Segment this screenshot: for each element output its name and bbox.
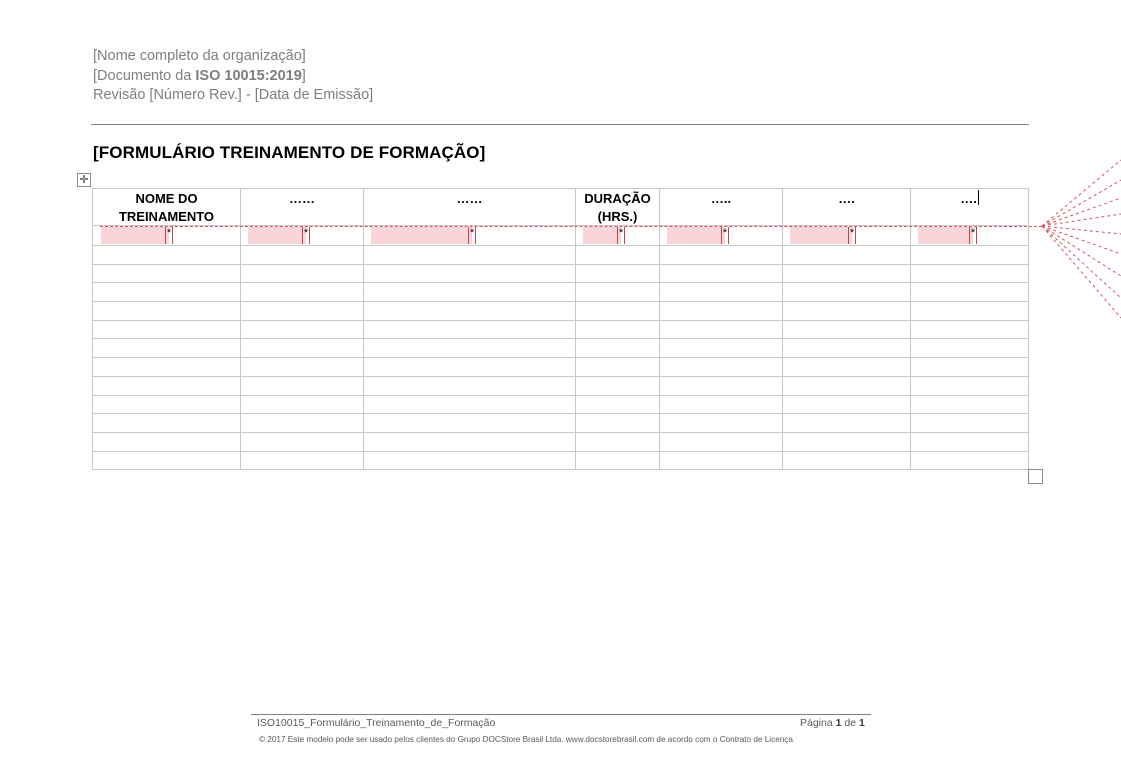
doc-prefix: [Documento da (93, 67, 196, 84)
table-cell[interactable] (93, 226, 241, 246)
table-cell[interactable] (911, 283, 1029, 302)
table-cell[interactable] (364, 320, 576, 339)
table-cell[interactable] (911, 414, 1029, 433)
table-cell[interactable] (241, 283, 364, 302)
table-cell[interactable] (364, 264, 576, 283)
table-cell[interactable] (783, 395, 911, 414)
column-header-7[interactable]: …. (911, 189, 1029, 226)
header-divider (91, 124, 1029, 125)
table-cell[interactable] (576, 339, 660, 358)
table-cell[interactable] (576, 320, 660, 339)
table-cell[interactable] (93, 451, 241, 470)
footer-divider (251, 714, 871, 715)
table-cell[interactable] (576, 246, 660, 265)
form-field-marker[interactable]: * (918, 227, 973, 244)
form-field-marker[interactable]: * (583, 227, 621, 244)
table-row (93, 432, 1029, 451)
table-row (93, 358, 1029, 377)
table-row (93, 264, 1029, 283)
footer-page-number: Página 1 de 1 (800, 717, 865, 729)
form-field-marker[interactable]: * (790, 227, 852, 244)
footer-filename: ISO10015_Formulário_Treinamento_de_Formação (257, 717, 496, 729)
table-body (93, 246, 1029, 470)
organization-name[interactable]: [Nome completo da organização] (93, 48, 306, 64)
table-cell[interactable] (241, 302, 364, 321)
table-cell[interactable] (364, 226, 576, 246)
doc-suffix: ] (301, 67, 306, 84)
table-cell[interactable] (241, 320, 364, 339)
table-cell[interactable] (241, 246, 364, 265)
table-cell[interactable] (364, 302, 576, 321)
table-row (93, 246, 1029, 265)
table-cell[interactable] (364, 358, 576, 377)
column-header-3[interactable]: …… (364, 189, 576, 226)
table-cell[interactable] (241, 264, 364, 283)
table-row (93, 339, 1029, 358)
table-cell[interactable] (241, 432, 364, 451)
table-cell[interactable] (576, 302, 660, 321)
table-cell[interactable] (576, 376, 660, 395)
column-header-6[interactable]: …. (783, 189, 911, 226)
table-cell[interactable] (576, 451, 660, 470)
column-header-5[interactable]: ….. (660, 189, 783, 226)
table-cell[interactable] (783, 320, 911, 339)
table-cell[interactable] (660, 283, 783, 302)
table-cell[interactable] (783, 358, 911, 377)
table-row (93, 283, 1029, 302)
table-cell[interactable] (660, 264, 783, 283)
table-cell[interactable] (241, 339, 364, 358)
table-row (93, 376, 1029, 395)
table-cell[interactable] (783, 302, 911, 321)
table-cell[interactable] (576, 432, 660, 451)
revision-mark-line (100, 226, 1042, 227)
table-cell[interactable] (911, 376, 1029, 395)
table-cell[interactable] (783, 414, 911, 433)
table-cell[interactable] (576, 358, 660, 377)
table-cell[interactable] (364, 395, 576, 414)
comment-connector-lines (1036, 150, 1121, 325)
table-cell[interactable] (93, 395, 241, 414)
table-cell[interactable] (783, 226, 911, 246)
table-cell[interactable] (241, 376, 364, 395)
form-field-marker[interactable]: * (101, 227, 169, 244)
table-cell[interactable] (660, 339, 783, 358)
table-cell[interactable] (364, 376, 576, 395)
table-cell[interactable] (911, 264, 1029, 283)
table-cell[interactable] (576, 283, 660, 302)
table-cell[interactable] (660, 414, 783, 433)
move-arrows-icon[interactable]: ✛ (77, 173, 91, 187)
table-cell[interactable] (660, 320, 783, 339)
table-cell[interactable] (93, 264, 241, 283)
marker-row (93, 226, 1029, 246)
resize-corner-icon[interactable] (1028, 469, 1043, 484)
table-cell[interactable] (241, 395, 364, 414)
table-row (93, 451, 1029, 470)
table-cell[interactable] (364, 339, 576, 358)
form-field-marker[interactable]: * (667, 227, 725, 244)
table-cell[interactable] (911, 302, 1029, 321)
table-cell[interactable] (93, 246, 241, 265)
table-cell[interactable] (911, 320, 1029, 339)
table-cell[interactable] (364, 283, 576, 302)
table-row (93, 320, 1029, 339)
table-cell[interactable] (783, 376, 911, 395)
table-cell[interactable] (783, 432, 911, 451)
table-cell[interactable] (783, 451, 911, 470)
table-cell[interactable] (911, 246, 1029, 265)
table-cell[interactable] (660, 302, 783, 321)
table-cell[interactable] (364, 414, 576, 433)
table-cell[interactable] (911, 432, 1029, 451)
table-cell[interactable] (241, 451, 364, 470)
footer-copyright: © 2017 Este modelo pode ser usado pelos clientes do Grupo DOCStore Brasil Ltda. www.docstorebrasil.com de acordo com o Contrato de Licença (259, 735, 793, 744)
table-cell[interactable] (364, 451, 576, 470)
training-table (92, 188, 1029, 470)
table-cell[interactable] (783, 264, 911, 283)
table-cell[interactable] (911, 226, 1029, 246)
table-cell[interactable] (911, 358, 1029, 377)
table-cell[interactable] (660, 358, 783, 377)
table-cell[interactable] (576, 395, 660, 414)
form-field-marker[interactable]: * (371, 227, 472, 244)
document-header (93, 47, 373, 106)
table-cell[interactable] (93, 283, 241, 302)
column-header-2[interactable]: …… (241, 189, 364, 226)
table-cell[interactable] (783, 283, 911, 302)
header-row (93, 189, 1029, 226)
table-cell[interactable] (660, 226, 783, 246)
table-cell[interactable] (364, 246, 576, 265)
table-cell[interactable] (576, 226, 660, 246)
table-cell[interactable] (660, 395, 783, 414)
table-cell[interactable] (93, 376, 241, 395)
table-cell[interactable] (93, 339, 241, 358)
table-cell[interactable] (241, 226, 364, 246)
table-cell[interactable] (93, 432, 241, 451)
table-cell[interactable] (93, 302, 241, 321)
table-cell[interactable] (911, 339, 1029, 358)
table-cell[interactable] (93, 358, 241, 377)
table-cell[interactable] (93, 414, 241, 433)
table-row (93, 414, 1029, 433)
table-cell[interactable] (576, 414, 660, 433)
table-cell[interactable] (364, 432, 576, 451)
table-cell[interactable] (241, 358, 364, 377)
form-title[interactable]: [FORMULÁRIO TREINAMENTO DE FORMAÇÃO] (93, 143, 486, 162)
table-cell[interactable] (660, 432, 783, 451)
column-header-training-name[interactable]: NOME DO TREINAMENTO (93, 189, 241, 226)
table-row (93, 395, 1029, 414)
document-reference[interactable] (93, 67, 373, 87)
column-header-duration[interactable]: DURAÇÃO (HRS.) (576, 189, 660, 226)
revision-line[interactable]: Revisão [Número Rev.] - [Data de Emissão] (93, 87, 374, 103)
table-row (93, 302, 1029, 321)
table-cell[interactable] (660, 376, 783, 395)
table-cell[interactable] (241, 414, 364, 433)
table-cell[interactable] (660, 451, 783, 470)
doc-standard: ISO 10015:2019 (195, 67, 302, 84)
table-cell[interactable] (576, 264, 660, 283)
table-cell[interactable] (783, 339, 911, 358)
table-cell[interactable] (783, 246, 911, 265)
table-cell[interactable] (911, 451, 1029, 470)
table-cell[interactable] (911, 395, 1029, 414)
form-field-marker[interactable]: * (248, 227, 306, 244)
table-cell[interactable] (660, 246, 783, 265)
text-cursor (978, 190, 979, 205)
table-cell[interactable] (93, 320, 241, 339)
